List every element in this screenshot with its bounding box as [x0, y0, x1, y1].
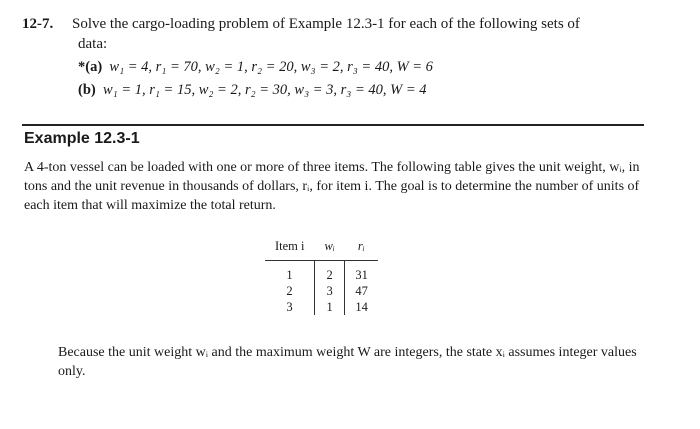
problem-part-a: [22, 57, 682, 77]
cell-item: 1: [265, 261, 315, 284]
part-b-label: (b): [78, 82, 96, 98]
header-weight: wᵢ: [315, 237, 345, 261]
cell-weight: 3: [315, 283, 345, 299]
items-table: [265, 237, 378, 315]
header-revenue: rᵢ: [345, 237, 378, 261]
cell-revenue: 31: [355, 268, 368, 282]
table-header-row: [265, 237, 378, 261]
cell-weight: 1: [315, 299, 345, 315]
example-title: Example 12.3-1: [24, 130, 140, 147]
cell-item: 3: [265, 299, 315, 315]
part-a-label: *(a): [78, 59, 103, 75]
problem-text-line1: Solve the cargo-loading problem of Example 12.3-1 for each of the following sets of: [72, 16, 580, 32]
closing-paragraph: [24, 343, 664, 381]
example-paragraph: A 4-ton vessel can be loaded with one or more of three items. The following table gives the unit weight, wᵢ, in tons and the unit revenue in thousands of dollars, rᵢ, for item i. The goal is to determine the number of units of each item that will maximize the total return.: [24, 160, 640, 213]
table-row: [265, 299, 378, 315]
table-row: [265, 261, 378, 284]
cell-item: 2: [265, 283, 315, 299]
closing-text: Because the unit weight wᵢ and the maximum weight W are integers, the state xᵢ assumes integer values only.: [58, 345, 637, 379]
header-item: Item i: [265, 237, 315, 261]
table-row: [265, 283, 378, 299]
problem-12-7: [22, 14, 682, 100]
part-a-data: w₁ = 4, r₁ = 70, w₂ = 1, r₂ = 20, w₃ = 2, r₃ = 40, W = 6: [109, 59, 433, 75]
problem-part-b: [22, 80, 682, 100]
cell-revenue: 47: [355, 284, 368, 298]
problem-statement: [22, 14, 682, 34]
cell-revenue: 14: [355, 300, 368, 314]
problem-number: 12-7.: [22, 16, 54, 32]
part-b-data: w₁ = 1, r₁ = 15, w₂ = 2, r₂ = 30, w₃ = 3, r₃ = 40, W = 4: [102, 82, 427, 98]
section-divider: [22, 124, 644, 126]
cell-weight: 2: [315, 261, 345, 284]
problem-text-line2: data:: [78, 36, 108, 52]
